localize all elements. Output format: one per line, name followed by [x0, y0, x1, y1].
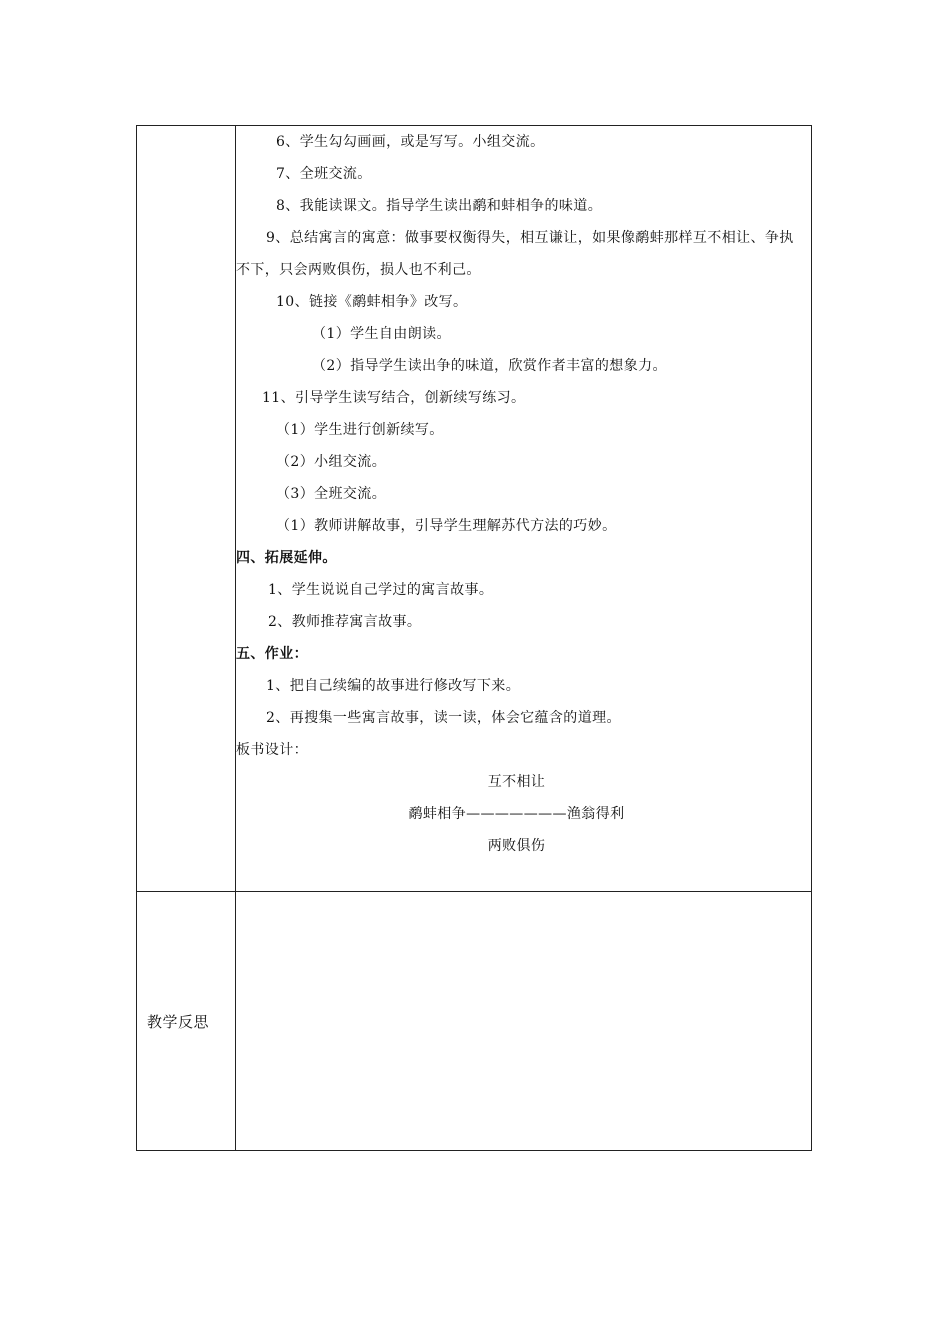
step-11-sub-3: （3）全班交流。	[276, 486, 387, 502]
step-8: 8、我能读课文。指导学生读出鹬和蚌相争的味道。	[276, 198, 603, 214]
step-10: 10、链接《鹬蚌相争》改写。	[276, 294, 468, 310]
board-line-1: 互不相让	[487, 774, 546, 790]
step-11-sub-4: （1）教师讲解故事，引导学生理解苏代方法的巧妙。	[276, 518, 617, 534]
section-4-item-2: 2、教师推荐寓言故事。	[268, 614, 422, 630]
step-7: 7、全班交流。	[276, 166, 372, 182]
section-4-title: 四、拓展延伸。	[236, 550, 337, 566]
reflection-content	[236, 892, 812, 1151]
step-11-sub-2: （2）小组交流。	[276, 454, 387, 470]
step-11: 11、引导学生读写结合，创新续写练习。	[262, 390, 526, 406]
section-5-title: 五、作业：	[236, 646, 308, 662]
step-11-sub-1: （1）学生进行创新续写。	[276, 422, 444, 438]
step-10-sub-1: （1）学生自由朗读。	[312, 326, 451, 342]
teaching-process-row	[137, 126, 812, 892]
section-4-item-1: 1、学生说说自己学过的寓言故事。	[268, 582, 494, 598]
board-design-label: 板书设计：	[236, 742, 308, 758]
step-10-sub-2: （2）指导学生读出争的味道，欣赏作者丰富的想象力。	[312, 358, 667, 374]
step-9: 9、总结寓言的寓意：做事要权衡得失，相互谦让，如果像鹬蚌那样互不相让、争执不下，只会两败俱伤，损人也不利己。	[236, 230, 794, 278]
teaching-process-content	[236, 126, 812, 892]
lesson-plan-table	[136, 125, 812, 1151]
step-6: 6、学生勾勾画画，或是写写。小组交流。	[276, 134, 545, 150]
section-5-item-1: 1、把自己续编的故事进行修改写下来。	[266, 678, 521, 694]
board-line-2: 鹬蚌相争———————渔翁得利	[408, 806, 625, 822]
row-label-empty	[137, 126, 236, 892]
section-5-item-2: 2、再搜集一些寓言故事，读一读，体会它蕴含的道理。	[266, 710, 621, 726]
reflection-label: 教学反思	[137, 892, 236, 1151]
reflection-row	[137, 892, 812, 1151]
board-line-3: 两败俱伤	[487, 838, 546, 854]
